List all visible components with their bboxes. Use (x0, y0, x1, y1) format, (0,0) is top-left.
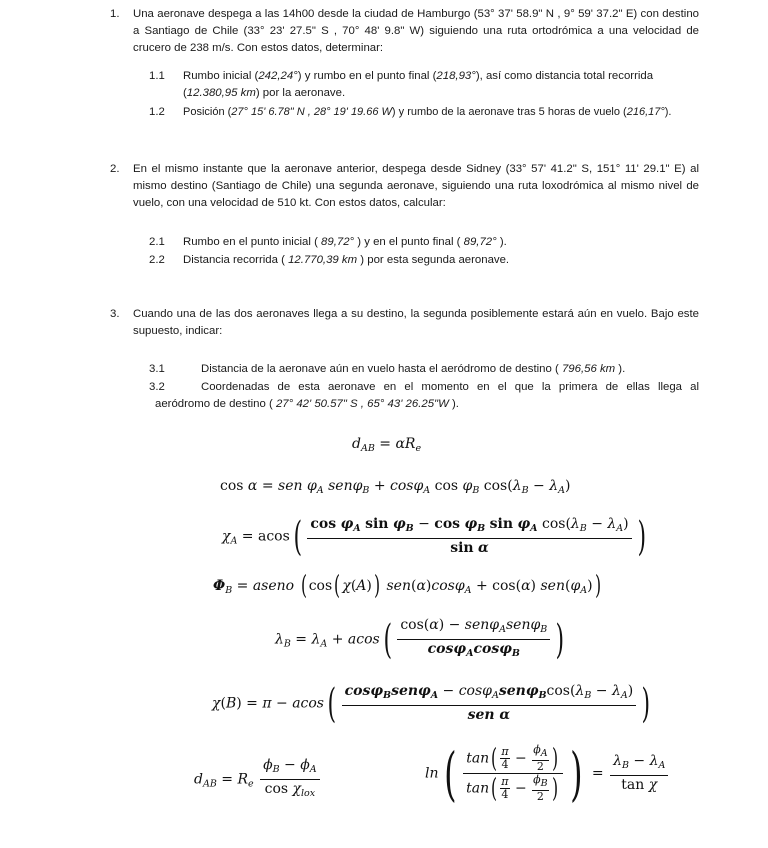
item-3-1-text: Distancia de la aeronave aún en vuelo hasta el aeródromo de destino ( 796,56 km ). (201, 363, 626, 375)
formula-chi-b: χ(B) = π − acos( $\frac{\cos\varphi_Bsen\varphi_A - \cos\varphi_Asen\varphi_B\cos(\lambda_B - \lambda_A)}{\text{sen α}}$ ) (212, 680, 651, 727)
item-3-2-line1: Coordenadas de esta aeronave en el momento en el que la primera de ellas llega al (201, 381, 699, 393)
item-1-2-number: 1.2 (149, 106, 165, 118)
question-3-text: Cuando una de las dos aeronaves llega a su destino, la segunda posiblemente estará aún en vuelo. Bajo este supuesto, indicar: (133, 308, 699, 337)
item-1-1-line1: Rumbo inicial (242,24°) y rumbo en el punto final (218,93°), así como distancia total recorrida (183, 70, 654, 82)
formula-chi-a: $\chi_A = acos$( $\frac{\cos \varphi_A \sin \varphi_B - \cos \varphi_B \sin \varphi_A \cos(\lambda_B - \lambda_A)}{\text{sin α}}$ ) (222, 513, 646, 560)
item-2-1-number: 2.1 (149, 236, 165, 248)
formula-distance-ortho: $d_{AB} = \alpha R_e$ (352, 436, 422, 454)
item-1-2-text: Posición (27° 15' 6.78" N , 28° 19' 19.66 W) y rumbo de la aeronave tras 5 horas de vuelo (216,17°). (183, 106, 672, 118)
question-2-number: 2. (110, 163, 120, 175)
formula-loxodrome-log: ln( tan( $\frac{\pi}{4}$ − $\frac{\phi_A}{2}$ ) tan( $\frac{\pi}{4}$ − $\frac{\phi_B}{2}$ ) ) = $\frac{\lambda_B - \lambda_A}{\text{tan χ}}$ (425, 744, 670, 803)
formula-cos-alpha: cos α = sen $\varphi_A$ senφ$_B$ + cosφ$_A$ $\cos \varphi_B$ $\cos(\lambda_B - \lambda_A)$ (220, 478, 571, 496)
formula-distance-lox: $d_{AB} = R_e$ $\frac{\phi_B - \phi_A}{\cos \chi_{lox}}$ (194, 756, 322, 803)
item-2-2-text: Distancia recorrida ( 12.770,39 km ) por esta segunda aeronave. (183, 254, 510, 266)
item-3-2-number: 3.2 (149, 381, 165, 393)
formula-lambda-b: $\lambda_B = \lambda_A + acos$( $\frac{\cos(\alpha) - sen\varphi_Asen\varphi_B}{\cos\varphi_A\cos\varphi_B}$ ) (275, 616, 565, 663)
item-3-2-line2: aeródromo de destino ( 27° 42' 50.57" S , 65° 43' 26.25"W ). (155, 398, 459, 410)
question-2-text: En el mismo instante que la aeronave anterior, despega desde Sidney (33° 57' 41.2" S, 151° 11' 29.1" E) al mismo destino (Santiago de Chile) una segunda aeronave, siguiendo una ruta loxodrómica al mismo nivel de vuelo, con una velocidad de 510 kt. Con estos datos, calcular: (133, 163, 699, 209)
item-2-1-text: Rumbo en el punto inicial ( 89,72° ) y en el punto final ( 89,72° ). (183, 236, 507, 248)
question-3-number: 3. (110, 308, 120, 320)
formula-phi-b: $\Phi_B$ = aseno ( cos( χ(A)) sen(α)cosφ$_A$ + cos(α) $sen(\varphi_A)$) (213, 571, 601, 601)
item-1-1-line2: (12.380,95 km) por la aeronave. (183, 87, 346, 99)
question-1-number: 1. (110, 8, 120, 20)
question-1-text: Una aeronave despega a las 14h00 desde la ciudad de Hamburgo (53° 37' 58.9" N , 9° 59' 37.2" E) con destino a Santiago de Chile (33° 23' 27.5" S , 70° 48' 9.8" W) siguiendo una ruta ortodrómica a una velocidad de crucero de 238 m/s. Con estos datos, determinar: (133, 8, 699, 54)
item-1-1-number: 1.1 (149, 70, 165, 82)
item-2-2-number: 2.2 (149, 254, 165, 266)
item-3-1-number: 3.1 (149, 363, 165, 375)
